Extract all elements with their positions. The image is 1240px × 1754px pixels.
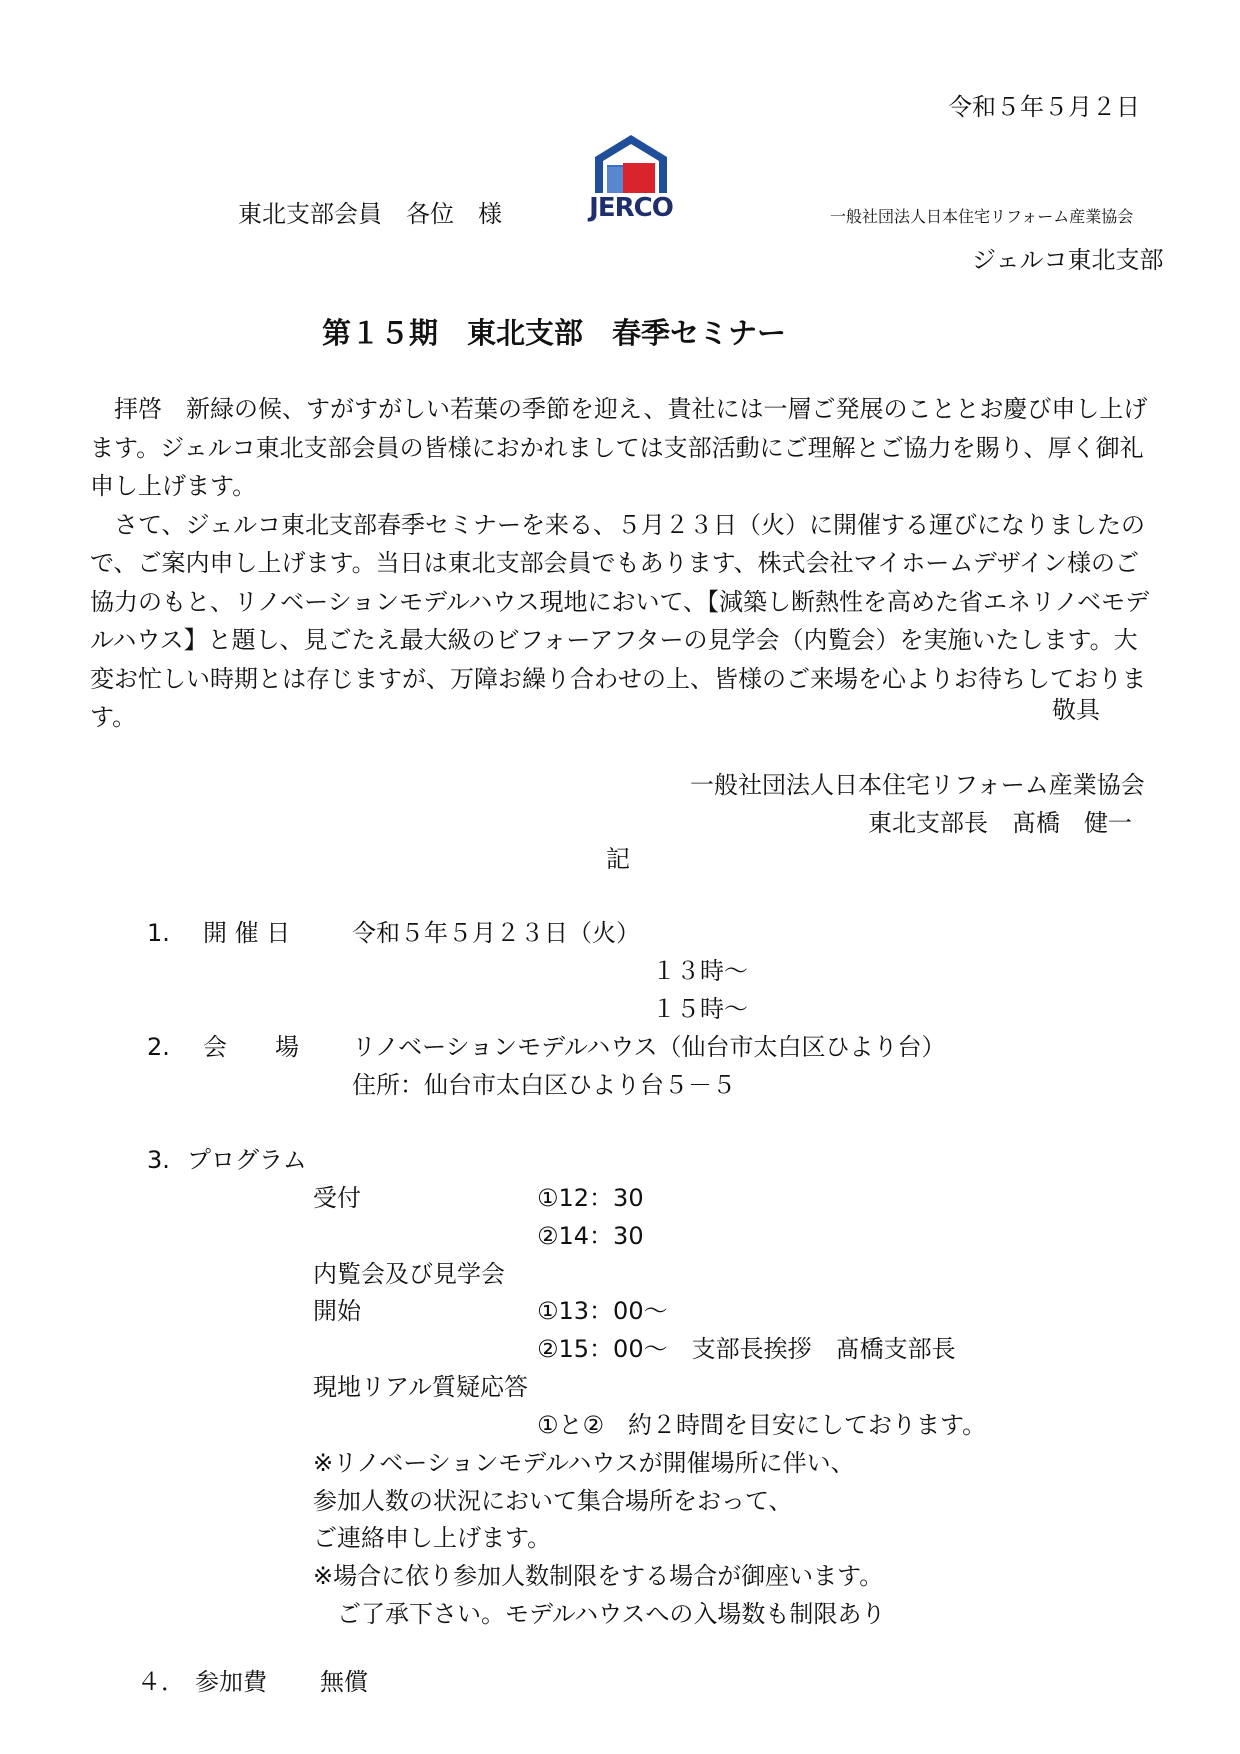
participation-fee: 無償 bbox=[320, 1668, 368, 1696]
house-logo-icon bbox=[583, 133, 679, 193]
announcement-paragraph: さて、ジェルコ東北支部春季セミナーを来る、５月２３日（火）に開催する運びになりましたので、ご案内申し上げます。当日は東北支部会員でもあります、株式会社マイホームデザイン様のご協力のもと、リノベーションモデルハウス現地において、【減築し断熱性を高めた省エネリノベモデルハウス】と題し、見ごたえ最大級のビフォーアフターの見学会（内覧会）を実施いたします。大変お忙しい時期とは存じますが、万障お繰り合わせの上、皆様のご来場を心よりお待ちしております。 bbox=[90, 510, 1150, 731]
event-date: 令和５年５月２３日（火） bbox=[352, 919, 640, 947]
item1-number: 1. bbox=[147, 919, 170, 947]
item4-number: ４． bbox=[137, 1668, 185, 1696]
start-label: 開始 bbox=[313, 1297, 361, 1325]
reception-time-1: ①12：30 bbox=[537, 1184, 644, 1212]
reception-label: 受付 bbox=[313, 1184, 361, 1212]
event-time-1: １３時～ bbox=[652, 957, 748, 985]
sender-branch: ジェルコ東北支部 bbox=[972, 246, 1164, 274]
logo-text: JERCO bbox=[589, 193, 673, 223]
document-date: 令和５年５月２日 bbox=[948, 93, 1140, 121]
note2-line2: ご了承下さい。モデルハウスへの入場数も制限あり bbox=[313, 1600, 886, 1628]
letter-body bbox=[90, 390, 1150, 737]
item2-label: 会 場 bbox=[203, 1033, 299, 1061]
item1-label: 開 催 日 bbox=[203, 919, 291, 947]
note1-line1: ※リノベーションモデルハウスが開催場所に伴い、 bbox=[313, 1449, 855, 1477]
tour-label: 内覧会及び見学会 bbox=[313, 1260, 505, 1288]
reception-time-2: ②14：30 bbox=[537, 1222, 644, 1250]
greeting-paragraph: 拝啓 新緑の候、すがすがしい若葉の季節を迎え、貴社には一層ご発展のこととお慶び申し上げます。ジェルコ東北支部会員の皆様におかれましては支部活動にご理解とご協力を賜り、厚く御礼申し上げます。 bbox=[90, 395, 1148, 500]
item4-label: 参加費 bbox=[195, 1668, 267, 1696]
start-time-1: ①13：00～ bbox=[537, 1297, 668, 1325]
recipient: 東北支部会員 各位 様 bbox=[238, 200, 502, 228]
note2-line1: ※場合に依り参加人数制限をする場合が御座います。 bbox=[313, 1562, 884, 1590]
closing: 敬具 bbox=[1052, 696, 1100, 724]
qa-value: ①と② 約２時間を目安にしております。 bbox=[537, 1411, 987, 1439]
jerco-logo bbox=[583, 133, 679, 225]
qa-label: 現地リアル質疑応答 bbox=[313, 1373, 529, 1401]
venue-address: 住所：仙台市太白区ひより台５－５ bbox=[352, 1071, 736, 1099]
item2-number: 2. bbox=[147, 1033, 170, 1061]
signature-name: 東北支部長 髙橋 健一 bbox=[868, 809, 1132, 837]
item3-number: 3. bbox=[147, 1146, 170, 1174]
venue: リノベーションモデルハウス（仙台市太白区ひより台） bbox=[352, 1033, 946, 1061]
event-time-2: １５時～ bbox=[652, 995, 748, 1023]
note1-line3: ご連絡申し上げます。 bbox=[313, 1524, 552, 1552]
signature-organization: 一般社団法人日本住宅リフォーム産業協会 bbox=[690, 771, 1145, 799]
item3-label: プログラム bbox=[187, 1146, 307, 1174]
note1-line2: 参加人数の状況において集合場所をおって、 bbox=[313, 1487, 793, 1515]
document-title: 第１５期 東北支部 春季セミナー bbox=[322, 316, 787, 350]
ki-marker: 記 bbox=[606, 845, 630, 873]
sender-organization: 一般社団法人日本住宅リフォーム産業協会 bbox=[830, 207, 1134, 226]
start-time-2: ②15：00～ 支部長挨拶 髙橋支部長 bbox=[537, 1335, 956, 1363]
